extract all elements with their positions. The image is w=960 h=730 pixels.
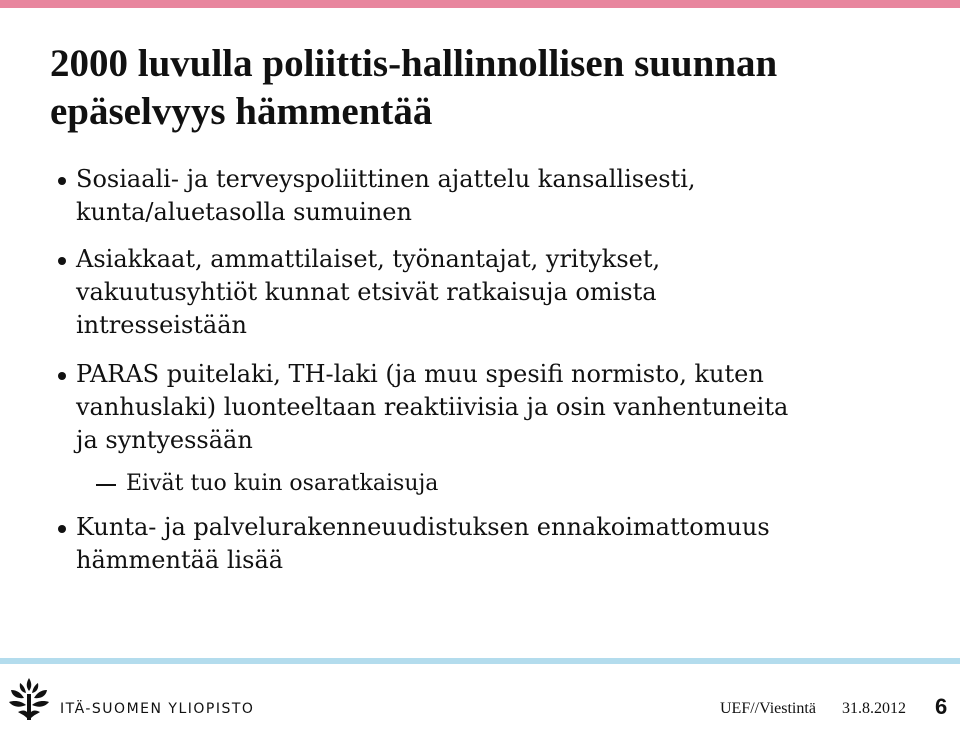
bullet-text-line: hämmentää lisää: [76, 546, 284, 574]
bullet-text-line: Asiakkaat, ammattilaiset, työnantajat, yritykset,: [76, 245, 661, 273]
page-number: 6: [935, 694, 948, 719]
dash-icon: [96, 484, 116, 486]
uef-logo-icon: [6, 674, 52, 724]
slide-content: [58, 163, 938, 577]
footer-department: UEF//Viestintä: [720, 700, 816, 717]
bullet-text-line: Sosiaali- ja terveyspoliittinen ajattelu kansallisesti,: [76, 165, 696, 193]
sub-bullet-item: [58, 469, 938, 499]
bottom-accent-bar: [0, 658, 960, 664]
sub-bullet-text: Eivät tuo kuin osaratkaisuja: [126, 471, 439, 496]
bullet-item: [58, 163, 938, 229]
footer-date: 31.8.2012: [842, 700, 906, 717]
slide-title-line: epäselvyys hämmentää: [50, 90, 433, 133]
bullet-text-line: intresseistään: [76, 311, 247, 339]
bullet-text-line: PARAS puitelaki, TH-laki (ja muu spesifi normisto, kuten: [76, 360, 764, 388]
bullet-text-line: ja syntyessään: [76, 426, 253, 454]
bullet-item: [58, 358, 938, 457]
university-name: ITÄ-SUOMEN YLIOPISTO: [60, 701, 255, 717]
bullet-text-line: vanhuslaki) luonteeltaan reaktiivisia ja osin vanhentuneita: [76, 393, 789, 421]
top-accent-bar: [0, 0, 960, 8]
bullet-text-line: Kunta- ja palvelurakenneuudistuksen ennakoimattomuus: [76, 513, 770, 541]
bullet-dot-icon: [58, 525, 66, 533]
bullet-item: [58, 243, 938, 342]
bullet-dot-icon: [58, 372, 66, 380]
slide-title-line: 2000 luvulla poliittis-hallinnollisen suunnan: [50, 42, 778, 85]
bullet-text-line: kunta/aluetasolla sumuinen: [76, 198, 412, 226]
slide-title: [50, 40, 930, 136]
bullet-text-line: vakuutusyhtiöt kunnat etsivät ratkaisuja omista: [76, 278, 657, 306]
bullet-dot-icon: [58, 257, 66, 265]
bullet-item: [58, 511, 938, 577]
bullet-dot-icon: [58, 177, 66, 185]
